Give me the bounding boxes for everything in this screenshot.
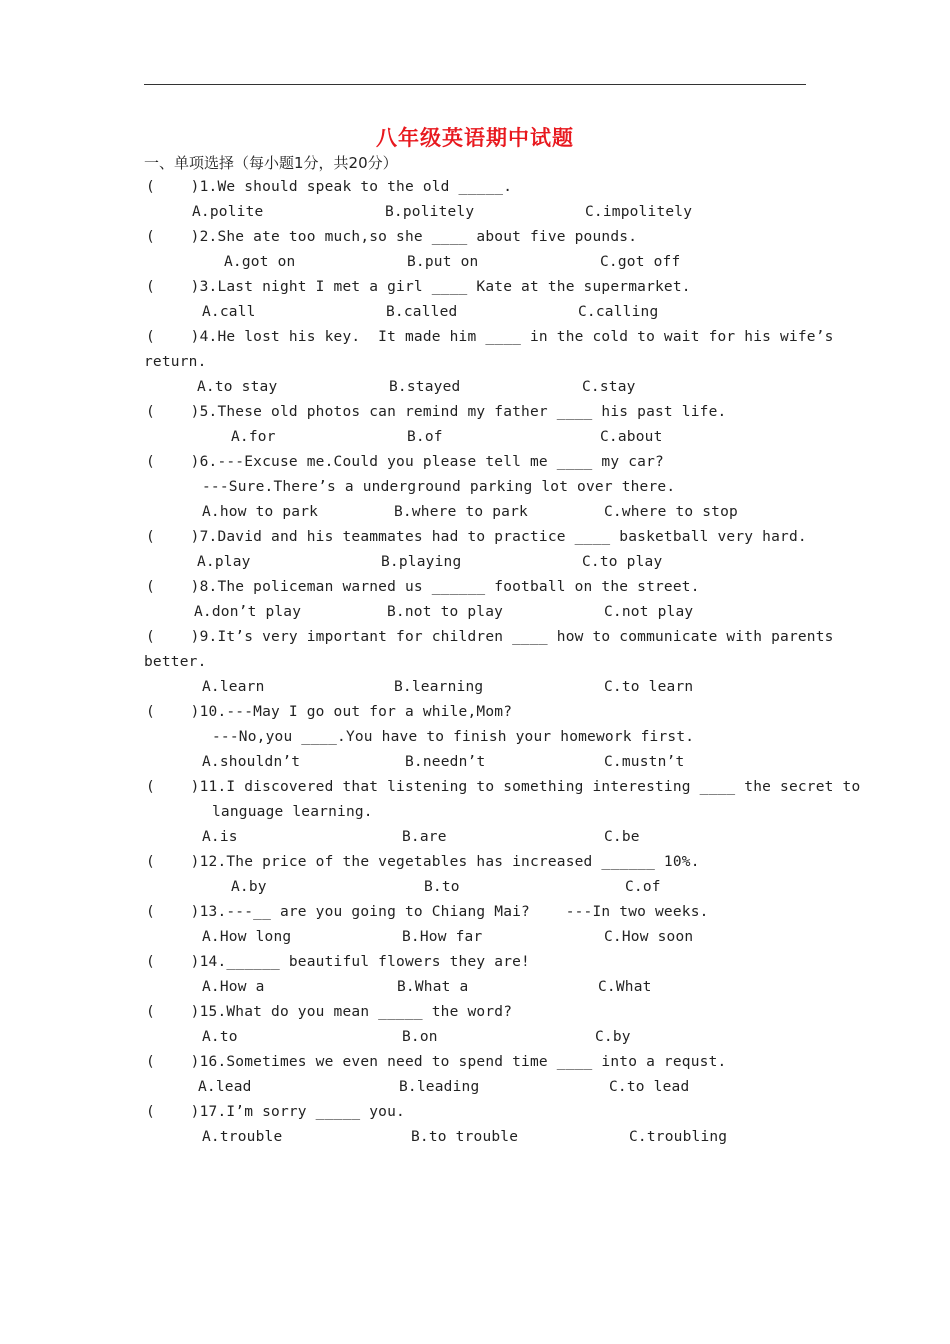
answer-option: A.is	[202, 829, 238, 845]
answer-option: return.	[144, 354, 207, 370]
answer-option: A.how to park	[202, 504, 319, 520]
answer-option: B.politely	[385, 204, 475, 220]
answer-option: C.stay	[582, 379, 636, 395]
answer-option: C.by	[595, 1029, 631, 1045]
answer-option: B.playing	[381, 554, 462, 570]
question-line: ( )15.What do you mean _____ the word?	[146, 1004, 513, 1020]
answer-option: C.of	[625, 879, 661, 895]
answer-option: A.shouldn’t	[202, 754, 301, 770]
answer-option: A.to stay	[197, 379, 278, 395]
question-line: ( )6.---Excuse me.Could you please tell me ____ my car?	[146, 454, 664, 470]
answer-option: C.How soon	[604, 929, 694, 945]
answer-option: A.don’t play	[194, 604, 302, 620]
section-heading: 一、单项选择（每小题1分，共20分）	[144, 154, 398, 172]
answer-option: A.call	[202, 304, 256, 320]
answer-option: B.of	[407, 429, 443, 445]
answer-option: C.impolitely	[585, 204, 693, 220]
answer-option: A.lead	[198, 1079, 252, 1095]
answer-option: B.What a	[397, 979, 469, 995]
question-line: ( )7.David and his teammates had to practice ____ basketball very hard.	[146, 529, 807, 545]
question-line: ( )4.He lost his key. It made him ____ in the cold to wait for his wife’s	[146, 329, 834, 345]
answer-option: C.troubling	[629, 1129, 728, 1145]
answer-option: B.needn’t	[405, 754, 486, 770]
answer-option: A.learn	[202, 679, 265, 695]
answer-option: A.polite	[192, 204, 264, 220]
answer-option: A.got on	[224, 254, 296, 270]
page-title: 八年级英语期中试题	[376, 126, 574, 150]
answer-option: B.put on	[407, 254, 479, 270]
question-line: ( )5.These old photos can remind my father ____ his past life.	[146, 404, 727, 420]
question-line: ( )12.The price of the vegetables has increased ______ 10%.	[146, 854, 700, 870]
question-line: ( )8.The policeman warned us ______ football on the street.	[146, 579, 700, 595]
answer-option: ---Sure.There’s a underground parking lot over there.	[202, 479, 676, 495]
answer-option: B.on	[402, 1029, 438, 1045]
answer-option: C.where to stop	[604, 504, 738, 520]
answer-option: better.	[144, 654, 207, 670]
answer-option: C.got off	[600, 254, 681, 270]
answer-option: C.to play	[582, 554, 663, 570]
question-line: ( )17.I’m sorry _____ you.	[146, 1104, 405, 1120]
question-line: ( )16.Sometimes we even need to spend time ____ into a requst.	[146, 1054, 727, 1070]
answer-option: A.How a	[202, 979, 265, 995]
question-line: ( )1.We should speak to the old _____.	[146, 179, 513, 195]
answer-option: C.be	[604, 829, 640, 845]
answer-option: B.called	[386, 304, 458, 320]
answer-option: B.stayed	[389, 379, 461, 395]
question-line: ( )14.______ beautiful flowers they are!	[146, 954, 530, 970]
question-line: ( )13.---__ are you going to Chiang Mai? ---In two weeks.	[146, 904, 709, 920]
header-rule	[144, 84, 806, 85]
answer-option: C.to lead	[609, 1079, 690, 1095]
answer-option: C.calling	[578, 304, 659, 320]
answer-option: B.learning	[394, 679, 484, 695]
answer-option: C.What	[598, 979, 652, 995]
answer-option: A.trouble	[202, 1129, 283, 1145]
question-line: ( )11.I discovered that listening to something interesting ____ the secret to	[146, 779, 861, 795]
answer-option: C.about	[600, 429, 663, 445]
answer-option: ---No,you ____.You have to finish your homework first.	[212, 729, 695, 745]
answer-option: B.where to park	[394, 504, 528, 520]
answer-option: C.mustn’t	[604, 754, 685, 770]
answer-option: A.by	[231, 879, 267, 895]
answer-option: A.for	[231, 429, 276, 445]
answer-option: C.to learn	[604, 679, 694, 695]
answer-option: A.to	[202, 1029, 238, 1045]
answer-option: B.not to play	[387, 604, 504, 620]
question-line: ( )3.Last night I met a girl ____ Kate at the supermarket.	[146, 279, 691, 295]
answer-option: C.not play	[604, 604, 694, 620]
answer-option: A.How long	[202, 929, 292, 945]
answer-option: B.to	[424, 879, 460, 895]
answer-option: B.leading	[399, 1079, 480, 1095]
answer-option: B.are	[402, 829, 447, 845]
question-line: ( )10.---May I go out for a while,Mom?	[146, 704, 513, 720]
answer-option: B.How far	[402, 929, 483, 945]
answer-option: B.to trouble	[411, 1129, 519, 1145]
question-line: ( )2.She ate too much,so she ____ about five pounds.	[146, 229, 638, 245]
question-line: ( )9.It’s very important for children ____ how to communicate with parents	[146, 629, 834, 645]
answer-option: A.play	[197, 554, 251, 570]
answer-option: language learning.	[212, 804, 373, 820]
